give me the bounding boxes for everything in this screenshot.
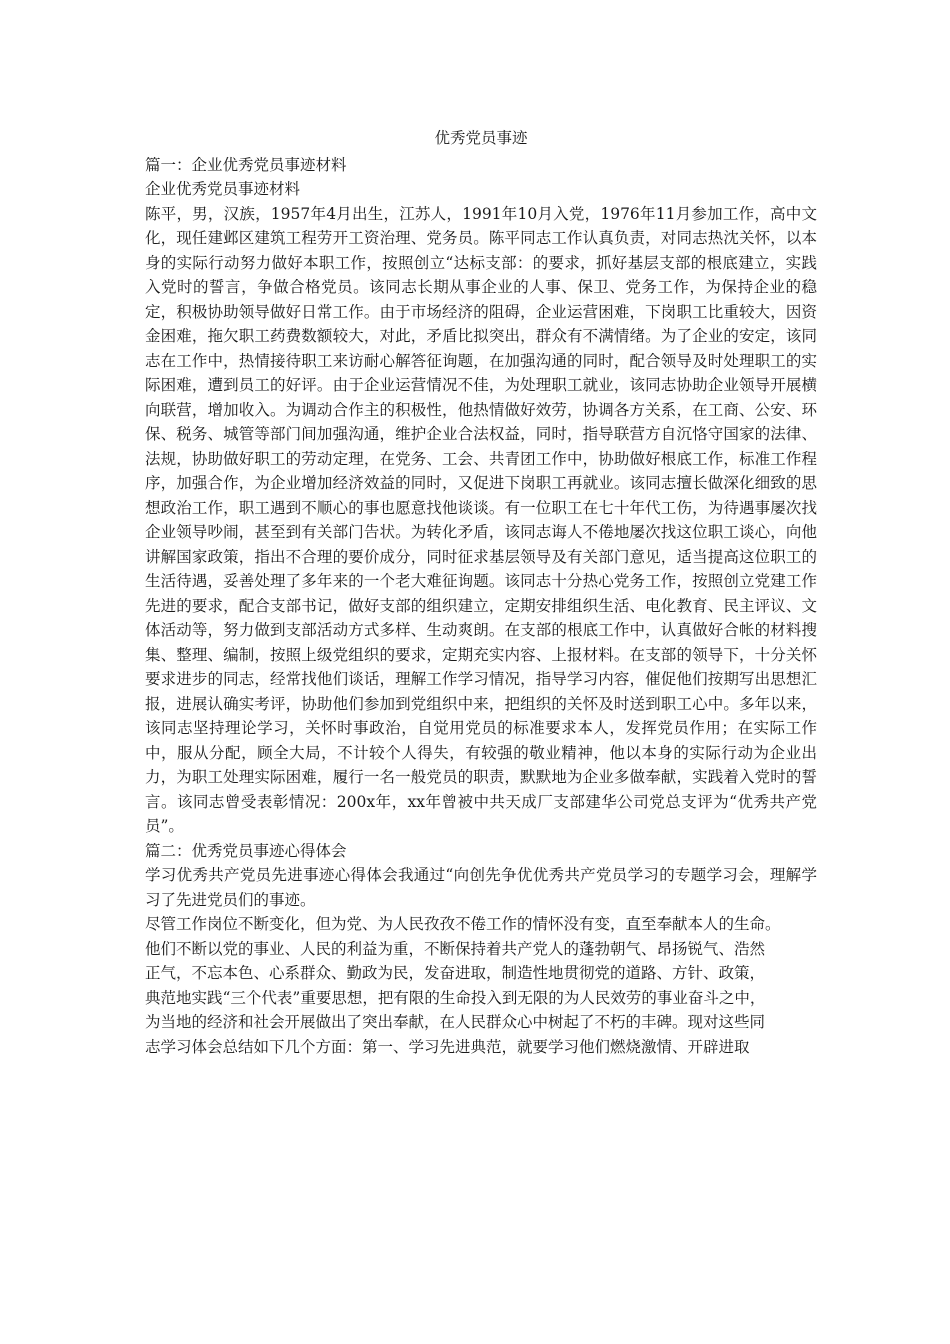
section1-subtitle: 企业优秀党员事迹材料 <box>145 180 301 198</box>
section2-paragraph: 为当地的经济和社会开展做出了突出奉献，在人民群众心中树起了不朽的丰碑。现对这些同 <box>145 1013 766 1031</box>
section2-paragraph: 典范地实践“三个代表”重要思想，把有限的生命投入到无限的为人民效劳的事业奋斗之中， <box>145 988 766 1007</box>
section2-paragraph: 他们不断以党的事业、人民的利益为重，不断保持着共产党人的蓬勃朝气、昂扬锐气、浩然 <box>145 939 766 958</box>
section2-paragraph: 学习优秀共产党员先进事迹心得体会我通过“向创先争优优秀共产党员学习的专题学习会，理解学习了先进党员们的事迹。 <box>145 866 817 909</box>
document-page <box>145 126 817 1059</box>
section2-paragraph: 正气，不忘本色、心系群众、勤政为民，发奋进取，制造性地贯彻党的道路、方针、政策， <box>145 964 766 982</box>
document-title: 优秀党员事迹 <box>434 129 528 147</box>
section2-paragraph: 志学习体会总结如下几个方面：第一、学习先进典范，就要学习他们燃烧激情、开辟进取 <box>145 1037 750 1056</box>
section1-body: 陈平，男，汉族，1957年4月出生，江苏人，1991年10月入党，1976年11月参加工作，高中文化，现任建邺区建筑工程劳开工资治理、党务员。陈平同志工作认真负责，对同志热沈关怀，以本身的实际行动努力做好本职工作，按照创立“达标支部：的要求，抓好基层支部的根底建立，实践入党时的誓言，争做合格党员。该同志长期从事企业的人事、保卫、党务工作，为保持企业的稳定，积极协助领导做好日常工作。由于市场经济的阻碍，企业运营困难，下岗职工比重较大，因资金困难，拖欠职工药费数额较大，对此，矛盾比拟突出，群众有不满情绪。为了企业的安定，该同志在工作中，热情接待职工来访耐心解答征询题，在加强沟通的同时，配合领导及时处理职工的实际困难，遭到员工的好评。由于企业运营情况不佳，为处理职工就业，该同志协助企业领导开展横向联营，增加收入。为调动合作主的积极性，他热情做好效劳，协调各方关系，在工商、公安、环保、税务、城管等部门间加强沟通，维护企业合法权益，同时，指导联营方自沉恪守国家的法律、法规，协助做好职工的劳动定理，在党务、工会、共青团工作中，协助做好根底工作，标准工作程序，加强合作，为企业增加经济效益的同时，又促进下岗职工再就业。该同志擅长做深化细致的思想政治工作，职工遇到不顺心的事也愿意找他谈谈。有一位职工在七十年代工伤，为待遇事屡次找企业领导吵闹，甚至到有关部门告状。为转化矛盾，该同志诲人不倦地屡次找这位职工谈心，向他讲解国家政策，指出不合理的要价成分，同时征求基层领导及有关部门意见，适当提高这位职工的生活待遇，妥善处理了多年来的一个老大难征询题。该同志十分热心党务工作，按照创立党建工作先进的要求，配合支部书记，做好支部的组织建立，定期安排组织生活、电化教育、民主评议、文体活动等，努力做到支部活动方式多样、生动爽朗。在支部的根底工作中，认真做好合帐的材料搜集、整理、编制，按照上级党组织的要求，定期充实内容、上报材料。在支部的领导下，十分关怀要求进步的同志，经常找他们谈话，理解工作学习情况，指导学习内容，催促他们按期写出思想汇报，进展认确实考评，协助他们参加到党组织中来，把组织的关怀及时送到职工心中。多年以来，该同志坚持理论学习，关怀时事政治，自觉用党员的标准要求本人，发挥党员作用；在实际工作中，服从分配，顾全大局，不计较个人得失，有较强的敬业精神，他以本身的实际行动为企业出力，为职工处理实际困难，履行一名一般党员的职责，默默地为企业多做奉献，实践着入党时的誓言。该同志曾受表彰情况：200x年，xx年曾被中共天成厂支部建华公司党总支评为“优秀共产党员”。 <box>145 204 817 835</box>
section1-heading: 篇一：企业优秀党员事迹材料 <box>145 155 347 174</box>
section2-paragraph: 尽管工作岗位不断变化，但为党、为人民孜孜不倦工作的情怀没有变，直至奉献本人的生命。 <box>145 915 781 933</box>
section2-heading: 篇二：优秀党员事迹心得体会 <box>145 841 347 860</box>
